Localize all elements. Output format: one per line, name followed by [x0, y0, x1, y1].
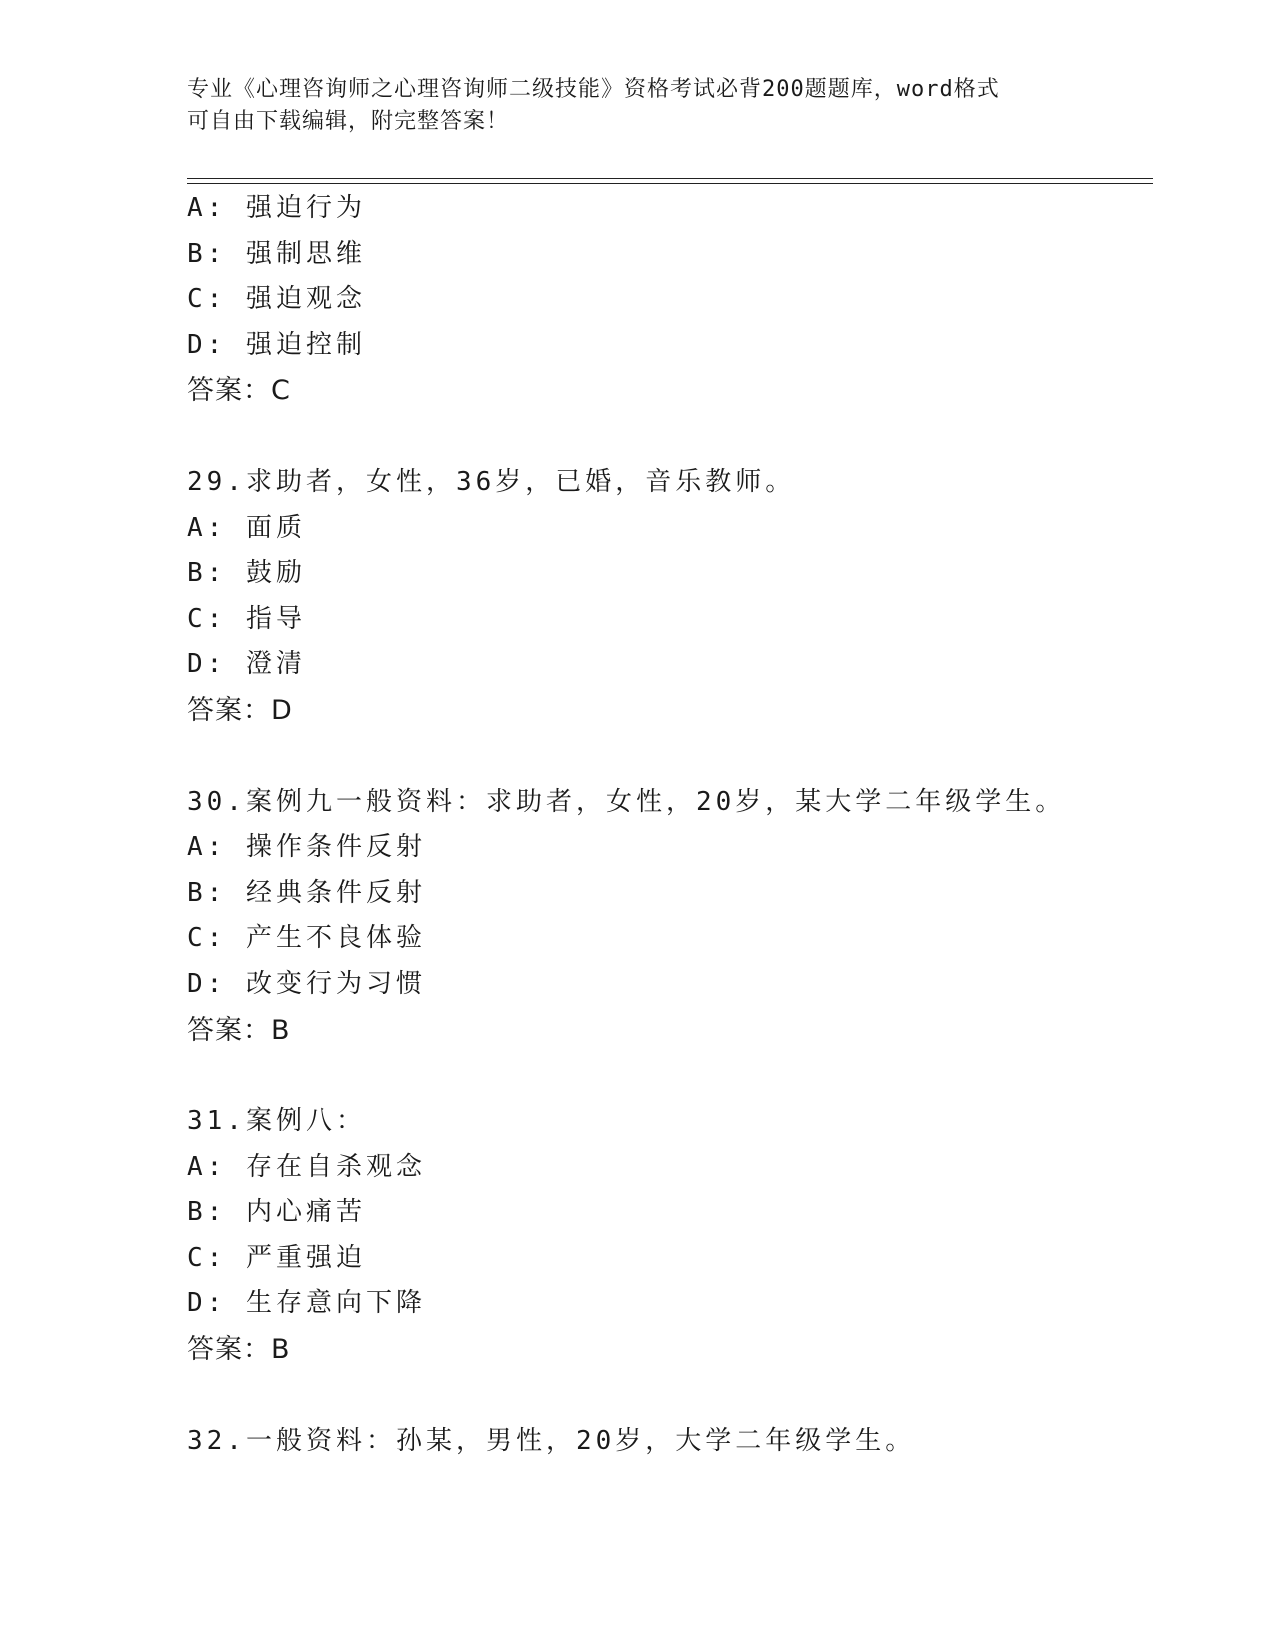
option-d: D: 澄清	[187, 649, 306, 680]
option-c: C: 强迫观念	[187, 284, 366, 315]
option-a: A: 操作条件反射	[187, 832, 426, 863]
header-line-1: 专业《心理咨询师之心理咨询师二级技能》资格考试必背200题题库，word格式	[187, 77, 1000, 102]
option-b: B: 鼓励	[187, 558, 306, 589]
answer-line: 答案：B	[187, 1014, 291, 1046]
option-c: C: 产生不良体验	[187, 923, 426, 954]
question-block	[187, 460, 1147, 734]
question-text: 29.求助者，女性，36岁，已婚，音乐教师。	[187, 466, 796, 497]
question-block	[187, 186, 1147, 414]
question-block	[187, 1099, 1147, 1373]
answer-line: 答案：B	[187, 1334, 291, 1366]
option-a: A: 存在自杀观念	[187, 1151, 426, 1182]
option-d: D: 生存意向下降	[187, 1288, 426, 1319]
option-c: C: 严重强迫	[187, 1242, 366, 1273]
option-b: B: 强制思维	[187, 238, 366, 269]
header-divider-bottom	[187, 183, 1153, 184]
document-header	[187, 74, 1087, 138]
question-text: 31.案例八：	[187, 1106, 366, 1137]
answer-line: 答案：D	[187, 694, 293, 726]
question-list	[187, 186, 1147, 1464]
question-text: 30.案例九一般资料：求助者，女性，20岁，某大学二年级学生。	[187, 786, 1066, 817]
question-block	[187, 780, 1147, 1054]
option-b: B: 内心痛苦	[187, 1197, 366, 1228]
header-line-2: 可自由下载编辑，附完整答案！	[187, 109, 510, 134]
option-b: B: 经典条件反射	[187, 877, 426, 908]
answer-line: 答案：C	[187, 375, 291, 407]
option-d: D: 改变行为习惯	[187, 968, 426, 999]
option-c: C: 指导	[187, 603, 306, 634]
question-block	[187, 1419, 1147, 1465]
option-d: D: 强迫控制	[187, 329, 366, 360]
question-text: 32.一般资料：孙某，男性，20岁，大学二年级学生。	[187, 1425, 916, 1456]
option-a: A: 强迫行为	[187, 193, 366, 223]
option-a: A: 面质	[187, 512, 306, 543]
header-divider-top	[187, 178, 1153, 179]
